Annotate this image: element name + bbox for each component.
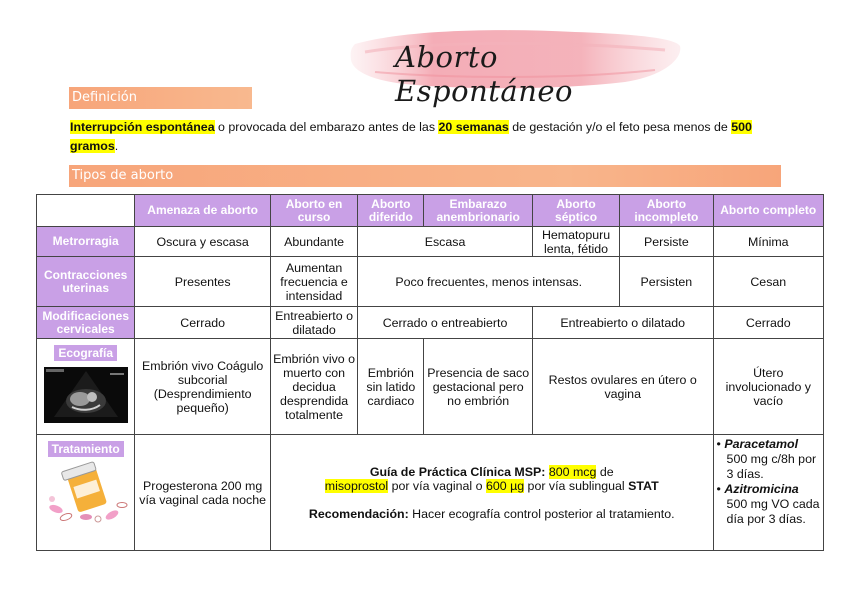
cell-trat-guide [270, 435, 713, 551]
guide-dose-2: 600 µg [485, 478, 525, 493]
table-row-tratamiento [37, 435, 824, 551]
title-banner [345, 24, 685, 108]
table-row-modificaciones [37, 307, 824, 339]
cell-mod-curso: Entreabierto o dilatado [270, 307, 357, 339]
row-label-ecografia: Ecografía [54, 345, 117, 361]
guide-line-3 [273, 507, 711, 521]
cell-trat-completo [713, 435, 823, 551]
cell-contr-curso: Aumentan frecuencia e intensidad [270, 257, 357, 307]
ultrasound-image-icon [44, 367, 128, 423]
table-header-row [37, 195, 824, 227]
drug-2-name: Azitromicina [724, 482, 799, 496]
header-anembrionario: Embarazo anembrionario [424, 195, 532, 227]
treatment-list [717, 437, 820, 527]
section-tipos: Tipos de aborto [69, 165, 781, 187]
cell-eco-diferido: Embrión sin latido cardiaco [358, 339, 424, 435]
cell-metro-completo: Mínima [713, 227, 823, 257]
drug-1-name: Paracetamol [724, 437, 799, 451]
cell-contr-mid: Poco frecuentes, menos intensas. [358, 257, 620, 307]
row-label-ecografia-cell [37, 339, 135, 435]
guide-text-route: por vía vaginal o [388, 478, 486, 493]
cell-metro-septico: Hematopuru lenta, fétido [532, 227, 619, 257]
table-row-contracciones [37, 257, 824, 307]
guide-stat: STAT [628, 478, 659, 493]
table-row-ecografia [37, 339, 824, 435]
definition-highlight-3: 500 gramos [70, 120, 752, 153]
treatment-item-1: • Paracetamol [716, 437, 799, 451]
abortion-types-table [36, 194, 824, 551]
header-incompleto: Aborto incompleto [620, 195, 713, 227]
definition-text-6: . [114, 139, 119, 153]
section-definicion: Definición [69, 87, 252, 109]
cell-eco-amenaza: Embrión vivo Coágulo subcorial (Desprendimiento pequeño) [135, 339, 271, 435]
guide-line-2 [273, 479, 711, 493]
cell-metro-curso: Abundante [270, 227, 357, 257]
guide-text-de: de [596, 464, 614, 479]
row-label-metrorragia: Metrorragia [37, 227, 135, 257]
cell-trat-amenaza: Progesterona 200 mg vía vaginal cada noche [135, 435, 271, 551]
cell-mod-dif-anem: Cerrado o entreabierto [358, 307, 533, 339]
cell-eco-sept-inc: Restos ovulares en útero o vagina [532, 339, 713, 435]
cell-contr-amenaza: Presentes [135, 257, 271, 307]
recommendation-label: Recomendación: [308, 506, 409, 521]
guide-line-1 [273, 465, 711, 479]
header-amenaza: Amenaza de aborto [135, 195, 271, 227]
cell-mod-amenaza: Cerrado [135, 307, 271, 339]
cell-mod-completo: Cerrado [713, 307, 823, 339]
guide-dose-1: 800 mcg [548, 464, 597, 479]
cell-eco-curso: Embrión vivo o muerto con decidua desprendida totalmente [270, 339, 357, 435]
header-diferido: Aborto diferido [358, 195, 424, 227]
cell-metro-amenaza: Oscura y escasa [135, 227, 271, 257]
guide-title: Guía de Práctica Clínica MSP: [369, 464, 549, 479]
corner-cell [37, 195, 135, 227]
header-completo: Aborto completo [713, 195, 823, 227]
cell-metro-incompleto: Persiste [620, 227, 713, 257]
cell-eco-completo: Útero involucionado y vacío [713, 339, 823, 435]
header-septico: Aborto séptico [532, 195, 619, 227]
definition-text [70, 118, 780, 156]
drug-1-dose: 500 mg c/8h por 3 días. [726, 452, 817, 481]
guide-text-sublingual: por vía sublingual [524, 478, 629, 493]
guide-drug: misoprostol [324, 478, 389, 493]
treatment-item-2: • Azitromicina [716, 482, 799, 496]
definition-highlight-2: 20 semanas [438, 120, 509, 134]
row-label-tratamiento-cell [37, 435, 135, 551]
cell-mod-sept-inc: Entreabierto o dilatado [532, 307, 713, 339]
drug-2-dose: 500 mg VO cada día por 3 días. [726, 497, 820, 526]
cell-metro-dif-anem: Escasa [358, 227, 533, 257]
definition-text-4: de gestación y/o el feto pesa menos de [508, 120, 732, 134]
row-label-modificaciones: Modificaciones cervicales [37, 307, 135, 339]
definition-highlight-1: Interrupción espontánea [70, 120, 215, 134]
cell-contr-completo: Cesan [713, 257, 823, 307]
row-label-contracciones: Contracciones uterinas [37, 257, 135, 307]
cell-eco-anembrionario: Presencia de saco gestacional pero no embrión [424, 339, 532, 435]
cell-contr-incompleto: Persisten [620, 257, 713, 307]
header-curso: Aborto en curso [270, 195, 357, 227]
definition-text-2: o provocada del embarazo antes de las [214, 120, 439, 134]
pills-bottle-icon [42, 461, 130, 523]
table-row-metrorragia [37, 227, 824, 257]
recommendation-text: Hacer ecografía control posterior al tratamiento. [408, 506, 675, 521]
page-title: Aborto Espontáneo [395, 40, 573, 108]
row-label-tratamiento: Tratamiento [48, 441, 124, 457]
